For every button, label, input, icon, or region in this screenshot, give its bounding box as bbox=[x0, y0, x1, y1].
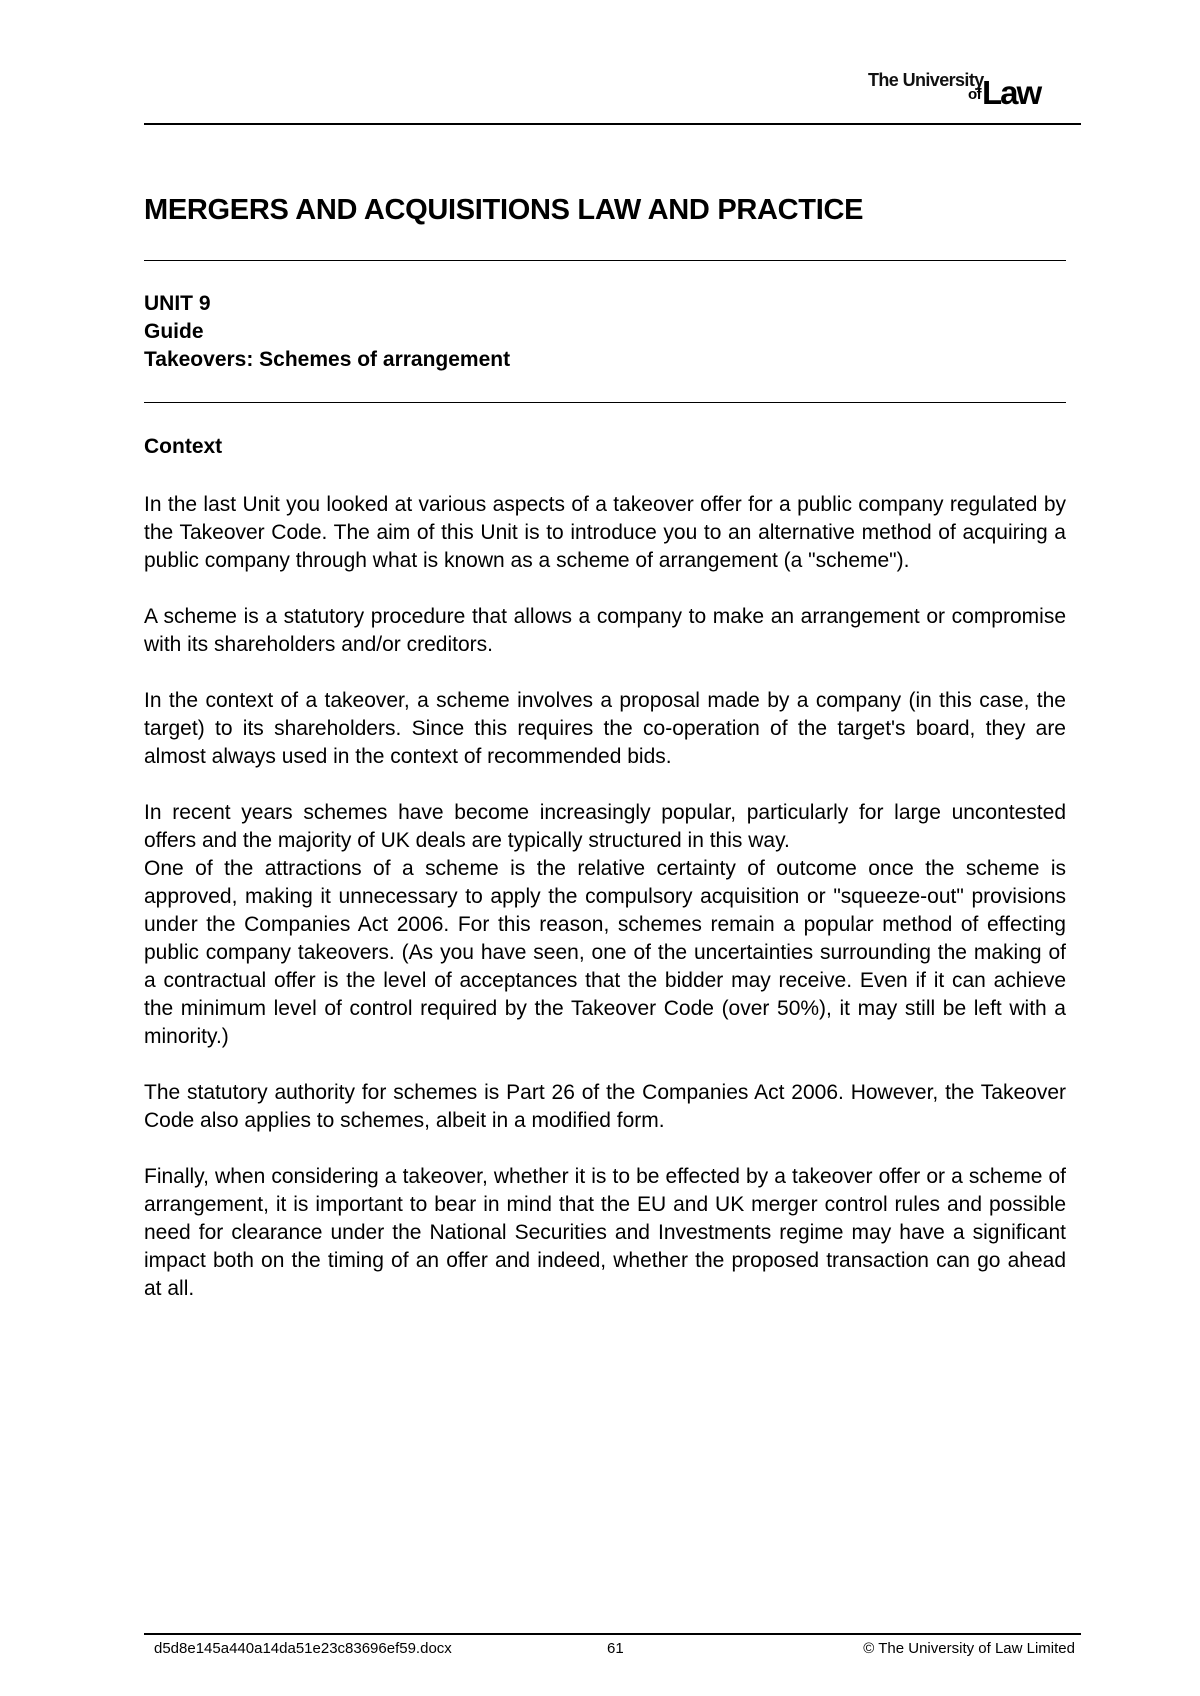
footer-rule bbox=[144, 1633, 1081, 1635]
logo-law: Law bbox=[982, 74, 1041, 111]
title-divider bbox=[144, 260, 1066, 261]
logo-of: of bbox=[968, 86, 981, 103]
paragraph: In recent years schemes have become increasingly popular, particularly for large uncontested offers and the majority of UK deals are typically structured in this way. bbox=[144, 801, 1066, 852]
page-footer bbox=[144, 1640, 1081, 1660]
paragraph: Finally, when considering a takeover, whether it is to be effected by a takeover offer or a scheme of arrangement, it is important to bear in mind that the EU and UK merger control rules and possible need for clearance under the National Securities and Investments regime may have a significant impact both on the timing of an offer and indeed, whether the proposed transaction can go ahead at all. bbox=[144, 1165, 1066, 1300]
paragraph: In the last Unit you looked at various aspects of a takeover offer for a public company regulated by the Takeover Code. The aim of this Unit is to introduce you to an alternative method of acquiring a public company through what is known as a scheme of arrangement (a "scheme"). bbox=[144, 493, 1066, 572]
paragraph: In the context of a takeover, a scheme involves a proposal made by a company (in this case, the target) to its shareholders. Since this requires the co-operation of the target's board, they are almost always used in the context of recommended bids. bbox=[144, 689, 1066, 768]
paragraph: One of the attractions of a scheme is the relative certainty of outcome once the scheme is approved, making it unnecessary to apply the compulsory acquisition or "squeeze-out" provisions under the Companies Act 2006. For this reason, schemes remain a popular method of effecting public company takeovers. (As you have seen, one of the uncertainties surrounding the making of a contractual offer is the level of acceptances that the bidder may receive. Even if it can achieve the minimum level of control required by the Takeover Code (over 50%), it may still be left with a minority.) bbox=[144, 857, 1066, 1048]
unit-number: UNIT 9 bbox=[144, 292, 211, 315]
footer-page-number: 61 bbox=[607, 1640, 624, 1657]
unit-divider bbox=[144, 402, 1066, 403]
university-of-law-logo bbox=[868, 70, 1078, 110]
header-rule bbox=[144, 123, 1081, 125]
footer-filename: d5d8e145a440a14da51e23c83696ef59.docx bbox=[154, 1640, 452, 1657]
document-title: MERGERS AND ACQUISITIONS LAW AND PRACTICE bbox=[144, 194, 864, 226]
paragraph: The statutory authority for schemes is Part 26 of the Companies Act 2006. However, the Takeover Code also applies to schemes, albeit in a modified form. bbox=[144, 1081, 1066, 1132]
unit-type: Guide bbox=[144, 320, 204, 343]
unit-subject: Takeovers: Schemes of arrangement bbox=[144, 348, 511, 371]
footer-copyright: © The University of Law Limited bbox=[863, 1640, 1075, 1657]
section-heading: Context bbox=[144, 435, 223, 458]
body-text bbox=[144, 491, 1066, 1331]
unit-info bbox=[144, 290, 510, 374]
logo-line1: The University bbox=[868, 70, 984, 90]
paragraph: A scheme is a statutory procedure that allows a company to make an arrangement or compromise with its shareholders and/or creditors. bbox=[144, 605, 1066, 656]
